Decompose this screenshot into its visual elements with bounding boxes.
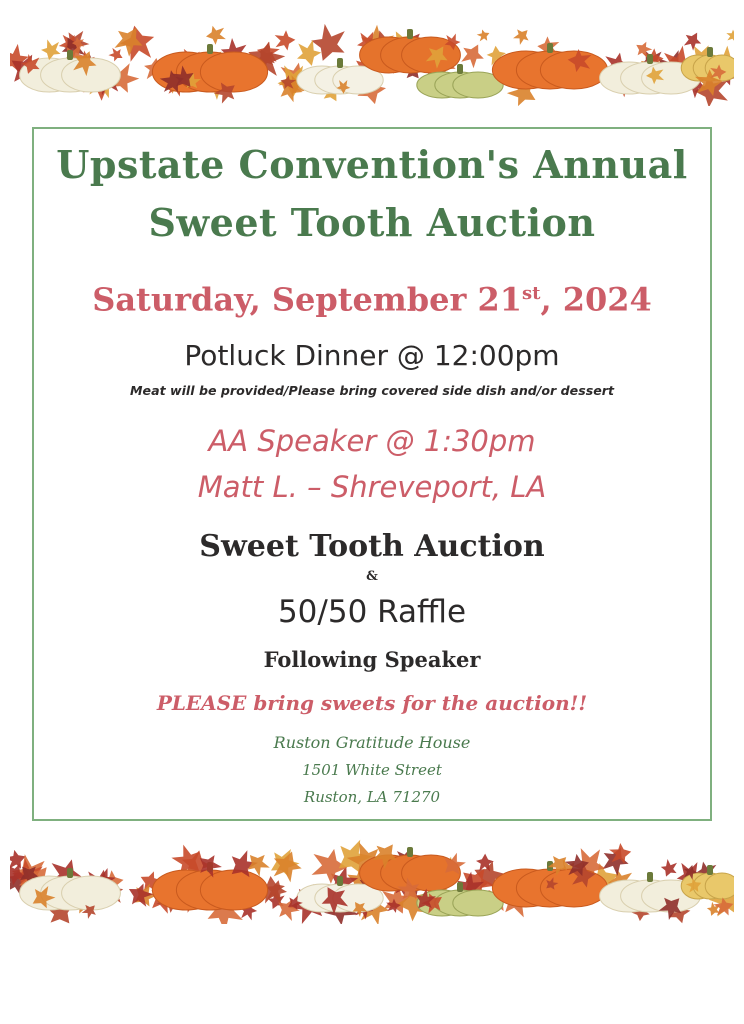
following-speaker: Following Speaker xyxy=(263,647,481,672)
maple-leaf-icon xyxy=(268,847,306,885)
venue-name: Ruston Gratitude House xyxy=(273,733,471,752)
autumn-garland-top xyxy=(10,20,734,106)
pumpkin-icon xyxy=(20,50,121,92)
autumn-garland-bottom xyxy=(10,838,734,924)
date-ordinal: st xyxy=(521,283,541,304)
maple-leaf-icon xyxy=(274,30,296,52)
event-date xyxy=(32,270,712,318)
venue-street: 1501 White Street xyxy=(302,761,442,779)
pumpkin-icon xyxy=(492,43,607,89)
maple-leaf-icon xyxy=(476,27,492,43)
date-suffix: , 2024 xyxy=(540,280,652,319)
maple-leaf-icon xyxy=(658,858,680,880)
potluck-heading: Potluck Dinner @ 12:00pm xyxy=(184,339,560,372)
speaker-name: Matt L. – Shreveport, LA xyxy=(197,470,547,504)
speaker-time: AA Speaker @ 1:30pm xyxy=(208,424,536,458)
title-line-1: Upstate Convention's Annual xyxy=(56,142,688,187)
sweets-request: PLEASE bring sweets for the auction!! xyxy=(156,691,588,715)
maple-leaf-icon xyxy=(107,45,126,64)
maple-leaf-icon xyxy=(726,29,734,43)
venue-city: Ruston, LA 71270 xyxy=(303,788,441,806)
potluck-note: Meat will be provided/Please bring covered side dish and/or dessert xyxy=(130,383,614,398)
ampersand: & xyxy=(366,569,378,584)
date-prefix: Saturday, September 21 xyxy=(92,280,522,319)
auction-heading: Sweet Tooth Auction xyxy=(199,529,545,564)
maple-leaf-icon xyxy=(511,25,534,48)
maple-leaf-icon xyxy=(681,28,705,52)
raffle-heading: 50/50 Raffle xyxy=(277,594,467,630)
title-line-2: Sweet Tooth Auction xyxy=(148,200,596,245)
maple-leaf-icon xyxy=(204,24,226,46)
